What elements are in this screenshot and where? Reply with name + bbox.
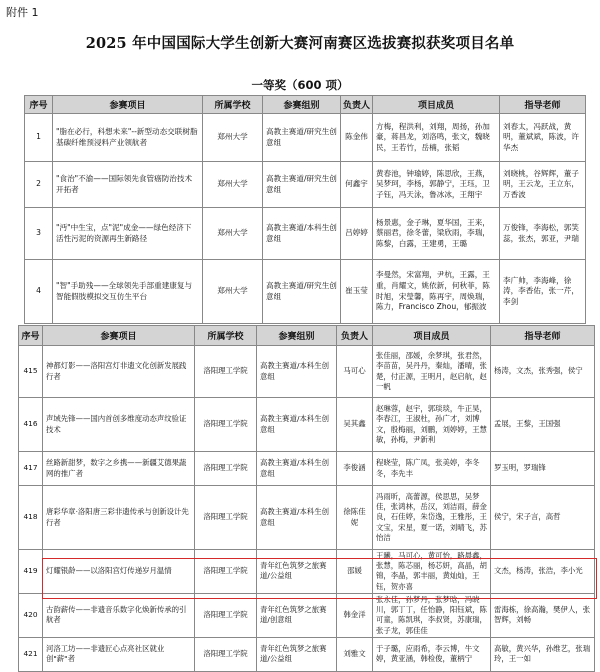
header-school: 所属学校 (203, 96, 263, 114)
row-leader: 韩金洋 (337, 593, 373, 637)
row-advisors: 万俊锋，李海松，郭笑蕊，张杰，郭亚，尹瑞 (500, 208, 586, 260)
row-no: 420 (19, 593, 43, 637)
table-row (19, 637, 595, 671)
row-project: 神都灯影——洛阳宫灯非遗文化创新发展践行者 (43, 346, 195, 398)
table-row (25, 162, 586, 208)
row-no: 415 (19, 346, 43, 398)
row-leader: 吕婷婷 (341, 208, 373, 260)
row-group: 高教主赛道/本科生创意组 (257, 398, 337, 452)
table-row (19, 452, 595, 486)
row-leader: 吴其鑫 (337, 398, 373, 452)
row-no: 421 (19, 637, 43, 671)
row-members: 方梅，程洪利，刘翔，周扬，孙加豪，蒋昌龙，刘洛鸣，张文，魏晓民，王若竹，岳楠，张韬 (373, 114, 500, 162)
header-no: 序号 (25, 96, 53, 114)
table-row (25, 208, 586, 260)
header-advisors: 指导老师 (491, 326, 595, 346)
row-school: 洛阳理工学院 (195, 637, 257, 671)
row-no: 4 (25, 260, 53, 324)
row-advisors: 文杰，杨涛，张浩，李小光 (491, 550, 595, 594)
header-no: 序号 (19, 326, 43, 346)
row-no: 2 (25, 162, 53, 208)
award-table-bottom (18, 325, 595, 672)
row-school: 郑州大学 (203, 208, 263, 260)
row-no: 416 (19, 398, 43, 452)
row-group: 高教主赛道/研究生创意组 (263, 260, 341, 324)
row-leader: 李俊涵 (337, 452, 373, 486)
row-school: 洛阳理工学院 (195, 398, 257, 452)
header-project: 参赛项目 (43, 326, 195, 346)
row-group: 青年红色筑梦之旅赛道/公益组 (257, 637, 337, 671)
row-leader: 邵媛 (337, 550, 373, 594)
row-no: 1 (25, 114, 53, 162)
row-members: 冯雨昕，高蕾源，侯思思，吴梦佳，张鸿林，岳汉，刘洁雨，薛金良，石佳婷，朱岱逸，王雅彤，王文宝，宋星，夏一诺，刘晴飞，苏怡洁 (373, 486, 491, 550)
row-school: 洛阳理工学院 (195, 593, 257, 637)
row-leader: 何鑫宇 (341, 162, 373, 208)
row-project: 唐彩华章·洛阳唐三彩非遗传承与创新设计先行者 (43, 486, 195, 550)
highlight-box (42, 558, 597, 599)
row-group: 青年红色筑梦之旅赛道/公益组 (257, 550, 337, 594)
row-members: 黄春池，钟瑜婷，陈思欣，王燕，吴梦珂，李杨，郭静宁，王珏，卫子钰，冯天泳，鲁冰冰，王翔宇 (373, 162, 500, 208)
table-row (25, 260, 586, 324)
row-advisors: 罗玉明，罗瑞锋 (491, 452, 595, 486)
row-group: 高教主赛道/本科生创意组 (257, 452, 337, 486)
table-row (19, 486, 595, 550)
header-group: 参赛组别 (257, 326, 337, 346)
row-school: 洛阳理工学院 (195, 452, 257, 486)
header-members: 项目成员 (373, 96, 500, 114)
row-school: 洛阳理工学院 (195, 346, 257, 398)
row-members: 王曦，马可心，黄可怡，路晨鑫，张慧，陈芯丽，杨芯妍，高晶，胡锦，李晶，郭丰丽，黄灿灿，王钰，贺亦喜 (373, 550, 491, 594)
award-level-heading: 一等奖（600 项） (251, 78, 349, 92)
row-advisors: 杨涛，文杰，张秀强，侯宁 (491, 346, 595, 398)
award-table-top (24, 95, 586, 324)
row-leader: 徐陈佳妮 (337, 486, 373, 550)
row-group: 高教主赛道/本科生创意组 (257, 486, 337, 550)
row-school: 洛阳理工学院 (195, 550, 257, 594)
row-advisors: 雷海栋，徐高瀚，樊伊人，张智辉，刘畅 (491, 593, 595, 637)
row-group: 高教主赛道/本科生创意组 (263, 208, 341, 260)
row-group: 高教主赛道/本科生创意组 (257, 346, 337, 398)
row-school: 洛阳理工学院 (195, 486, 257, 550)
row-members: 张永佳，孙梦丹，张梦晗，冯晓川，郭丁丁，任怡静，阳钰斌，陈可童，陈凯琪，李叔贤，苏康瑞，张子龙，郭佳佳 (373, 593, 491, 637)
table-header-row (25, 96, 586, 114)
row-project: "沔"中生宝，点"泥"成金——绿色经济下活性污泥的资源再生新路径 (53, 208, 203, 260)
row-project: 灯耀银龄——以洛阳宫灯传递岁月温情 (43, 550, 195, 594)
row-group: 高教主赛道/研究生创意组 (263, 114, 341, 162)
row-project: 古韵薪传——非遗音乐数字化焕新传承的引航者 (43, 593, 195, 637)
row-group: 青年红色筑梦之旅赛道/创意组 (257, 593, 337, 637)
row-project: "脂在必行，科想未来"--新型动态交联树脂基碳纤维预浸料产业领航者 (53, 114, 203, 162)
row-advisors: 孟展，王黎，王国强 (491, 398, 595, 452)
row-project: 声域先锋——国内首创多维度动态声纹验证技术 (43, 398, 195, 452)
row-members: 杨景惠，金子琳，夏华国，王来，蔡丽君，徐冬蕾，梁欣雨，李瑞，陈黎，白露，王建勇，王璐 (373, 208, 500, 260)
row-members: 张佳丽，邵媛，余梦琪，张君然，李苗苗，吴丹丹，秦灿，潘晴，张楚，付正源，王明月，赵启航，赵一帆 (373, 346, 491, 398)
row-leader: 刘雅文 (337, 637, 373, 671)
row-no: 419 (19, 550, 43, 594)
row-advisors: 刘晓桃，谷辉辉，董子明，王云龙，王立东，万香波 (500, 162, 586, 208)
header-leader: 负责人 (341, 96, 373, 114)
table-row (19, 346, 595, 398)
table-row-highlighted (19, 593, 595, 637)
row-leader: 陈金伟 (341, 114, 373, 162)
table-row (25, 114, 586, 162)
row-group: 高教主赛道/研究生创意组 (263, 162, 341, 208)
row-project: "食治"不渝——国际领先食管癌防治技术开拓者 (53, 162, 203, 208)
row-leader: 马可心 (337, 346, 373, 398)
header-project: 参赛项目 (53, 96, 203, 114)
row-no: 3 (25, 208, 53, 260)
table-row (19, 398, 595, 452)
header-leader: 负责人 (337, 326, 373, 346)
row-project: 河洛工坊——非遗匠心点亮社区就业创"薪"者 (43, 637, 195, 671)
row-advisors: 李广帅，李海峰，徐涛，李香佑，张一芹，李剑 (500, 260, 586, 324)
row-advisors: 侯宁，宋子言，高哲 (491, 486, 595, 550)
row-school: 郑州大学 (203, 114, 263, 162)
table-header-row (19, 326, 595, 346)
row-no: 418 (19, 486, 43, 550)
row-members: 赵琳蓉，赵宇，郭琰琰，牛正昊，李春江，王淑杜，孙广才，刘博文，殷梅丽，刘鹏，刘婷婷，王慧敏，孙梅，尹新利 (373, 398, 491, 452)
row-school: 郑州大学 (203, 260, 263, 324)
row-project: 丝路新甜梦，数字之乡携——新疆艾德果蔬网的推广者 (43, 452, 195, 486)
row-members: 程晓莹，陈广凤，张美婷，李冬冬，李先丰 (373, 452, 491, 486)
row-no: 417 (19, 452, 43, 486)
header-advisors: 指导老师 (500, 96, 586, 114)
row-leader: 崔玉莹 (341, 260, 373, 324)
row-members: 李曼然，宋富翔，尹杭，王露，王重，肖耀文，姚依新，何秋菲，陈时旭，宋瑩馨，陈再宇，周焕瑞，陈力，Francisco Zhou，郁振波 (373, 260, 500, 324)
attachment-label: 附件 1 (6, 6, 39, 19)
row-members: 于子璐，应雨希，李云博，牛文婷，黄亚涵，韩检俊，董柄宁 (373, 637, 491, 671)
row-advisors: 刘春太，冯跃战，黄明，董斌斌，陈波，许华杰 (500, 114, 586, 162)
row-advisors: 高敏，黄兴华，孙维艺，张瑞玲，王一如 (491, 637, 595, 671)
header-school: 所属学校 (195, 326, 257, 346)
document-title: 2025 年中国国际大学生创新大赛河南赛区选拔赛拟获奖项目名单 (85, 35, 515, 52)
row-school: 郑州大学 (203, 162, 263, 208)
header-members: 项目成员 (373, 326, 491, 346)
header-group: 参赛组别 (263, 96, 341, 114)
row-project: "智"手助残——全球领先手部重建康复与智能假肢模拟交互仿生平台 (53, 260, 203, 324)
